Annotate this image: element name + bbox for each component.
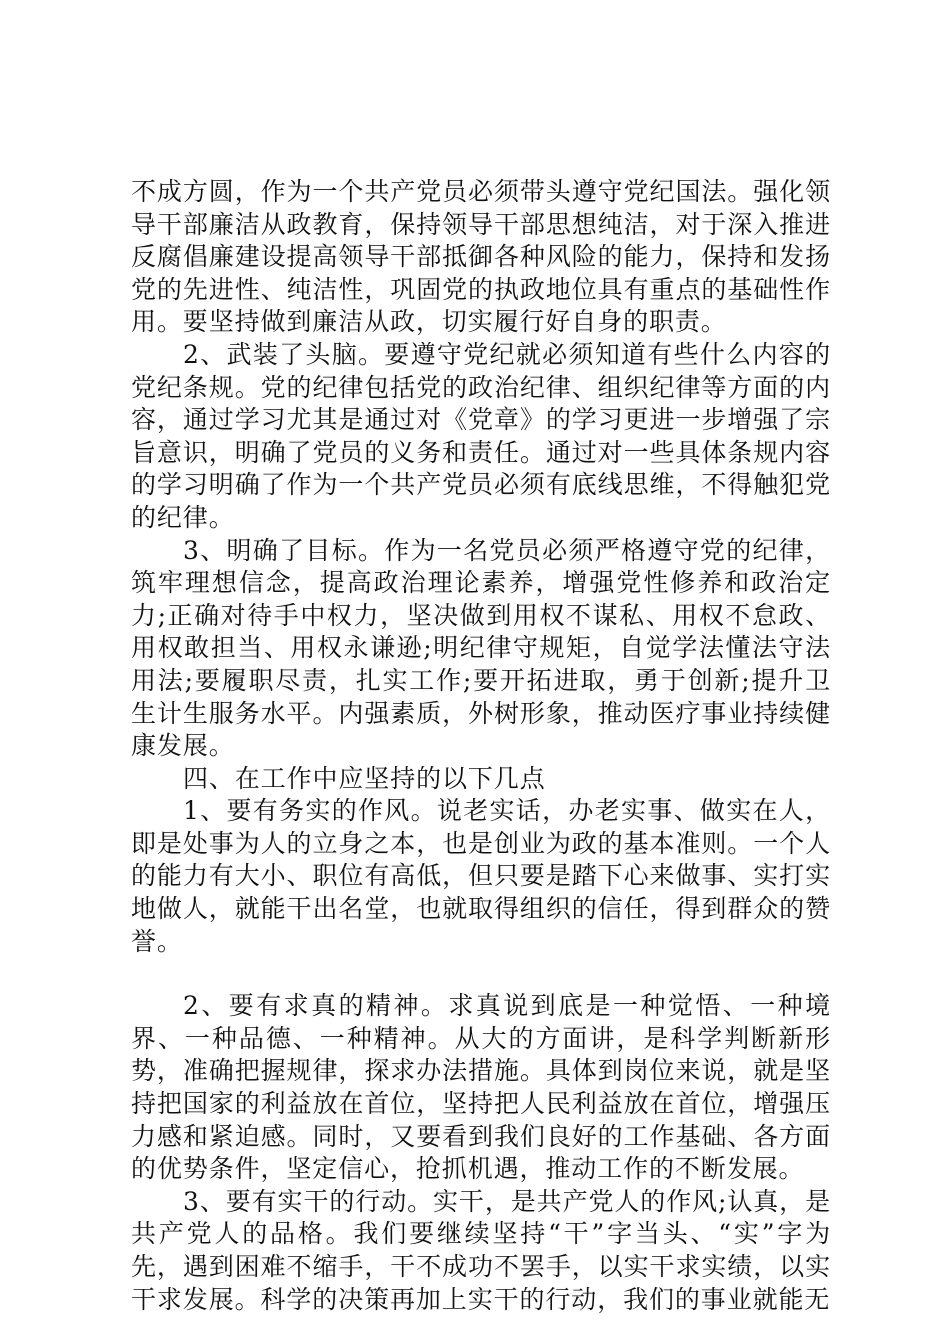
paragraph-work-point-1: 1、要有务实的作风。说老实话，办老实事、做实在人，即是处事为人的立身之本，也是创业为政的基本准则。一个人的能力有大小、职位有高低，但只要是踏下心来做事、实打实地做人，就能干出名堂，也就取得组织的信任，得到群众的赞誉。 xyxy=(131,796,831,956)
document-body xyxy=(131,176,831,1316)
paragraph-continuation: 不成方圆，作为一个共产党员必须带头遵守党纪国法。强化领导干部廉洁从政教育，保持领导干部思想纯洁，对于深入推进反腐倡廉建设提高领导干部抵御各种风险的能力，保持和发扬党的先进性、纯洁性，巩固党的执政地位具有重点的基础性作用。要坚持做到廉洁从政，切实履行好自身的职责。 xyxy=(131,177,831,337)
paragraph-point-3-clear-goal: 3、明确了目标。作为一名党员必须严格遵守党的纪律，筑牢理想信念，提高政治理论素养，增强党性修养和政治定力;正确对待手中权力，坚决做到用权不谋私、用权不怠政、用权敢担当、用权永谦逊;明纪律守规矩，自觉学法懂法守法用法;要履职尽责，扎实工作;要开拓进取，勇于创新;提升卫生计生服务水平。内强素质，外树形象，推动医疗事业持续健康发展。 xyxy=(131,535,831,761)
paragraph-work-point-2: 2、要有求真的精神。求真说到底是一种觉悟、一种境界、一种品德、一种精神。从大的方面讲，是科学判断新形势，准确把握规律，探求办法措施。具体到岗位来说，就是坚持把国家的利益放在首位，坚持把人民利益放在首位，增强压力感和紧迫感。同时，又要看到我们良好的工作基础、各方面的优势条件，坚定信心，抢抓机遇，推动工作的不断发展。 xyxy=(131,991,831,1184)
paragraph-work-point-3: 3、要有实干的行动。实干，是共产党人的作风;认真，是共产党人的品格。我们要继续坚持“干”字当头、“实”字为先，遇到困难不缩手，干不成功不罢手，以实干求实绩，以实干求发展。科学的决策再加上实干的行动，我们的事业就能无 xyxy=(131,1186,831,1314)
paragraph-point-2-armed-mind: 2、武装了头脑。要遵守党纪就必须知道有些什么内容的党纪条规。党的纪律包括党的政治纪律、组织纪律等方面的内容，通过学习尤其是通过对《党章》的学习更进一步增强了宗旨意识，明确了党员的义务和责任。通过对一些具体条规内容的学习明确了作为一个共产党员必须有底线思维，不得触犯党的纪律。 xyxy=(131,339,831,532)
section-heading-four: 四、在工作中应坚持的以下几点 xyxy=(183,763,546,793)
